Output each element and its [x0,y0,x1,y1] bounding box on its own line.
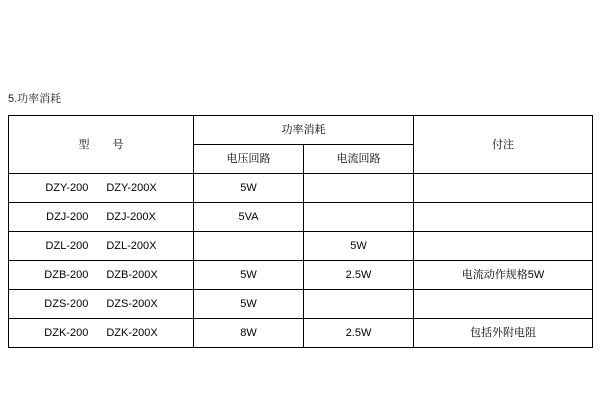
cell-current [304,203,414,232]
power-consumption-table-wrapper [8,115,592,348]
model-name-primary: DZL-200 [45,240,89,252]
cell-voltage: 5W [194,261,304,290]
cell-model [9,261,194,290]
model-name-primary: DZB-200 [44,269,89,281]
header-cell-model [9,116,194,174]
header-label-voltage-circuit: 电压回路 [226,153,271,165]
header-cell-current-circuit [304,145,414,174]
model-name-primary: DZK-200 [44,327,89,339]
table-header-row-1 [9,116,593,145]
cell-current: 2.5W [304,261,414,290]
header-cell-voltage-circuit [194,145,304,174]
cell-model [9,203,194,232]
model-name-secondary: DZB-200X [106,269,158,281]
table-row [9,261,593,290]
table-row [9,174,593,203]
table-row [9,203,593,232]
model-name-secondary: DZY-200X [106,182,157,194]
cell-voltage: 5W [194,290,304,319]
cell-voltage [194,232,304,261]
model-name-secondary: DZL-200X [106,240,157,252]
table-row [9,319,593,348]
header-cell-power-group [194,116,414,145]
table-row [9,232,593,261]
cell-voltage: 8W [194,319,304,348]
cell-note [414,232,593,261]
model-name-primary: DZY-200 [45,182,89,194]
cell-current [304,290,414,319]
cell-model [9,232,194,261]
cell-voltage: 5W [194,174,304,203]
cell-note: 包括外附电阻 [414,319,593,348]
model-name-secondary: DZJ-200X [106,211,156,223]
cell-current: 2.5W [304,319,414,348]
table-row [9,290,593,319]
model-name-primary: DZS-200 [44,298,89,310]
cell-note [414,174,593,203]
section-heading: 5.功率消耗 [8,93,62,105]
model-name-secondary: DZK-200X [106,327,158,339]
header-label-model: 型 号 [78,138,130,151]
header-label-power-group: 功率消耗 [281,124,326,136]
model-name-secondary: DZS-200X [106,298,158,310]
cell-model [9,290,194,319]
power-consumption-table [8,115,593,348]
cell-note: 电流动作规格5W [414,261,593,290]
cell-model [9,174,194,203]
cell-note [414,203,593,232]
header-cell-note [414,116,593,174]
header-label-current-circuit: 电流回路 [336,153,381,165]
cell-model [9,319,194,348]
cell-note [414,290,593,319]
model-name-primary: DZJ-200 [46,211,89,223]
cell-current: 5W [304,232,414,261]
cell-voltage: 5VA [194,203,304,232]
header-label-note: 付注 [492,138,514,151]
cell-current [304,174,414,203]
